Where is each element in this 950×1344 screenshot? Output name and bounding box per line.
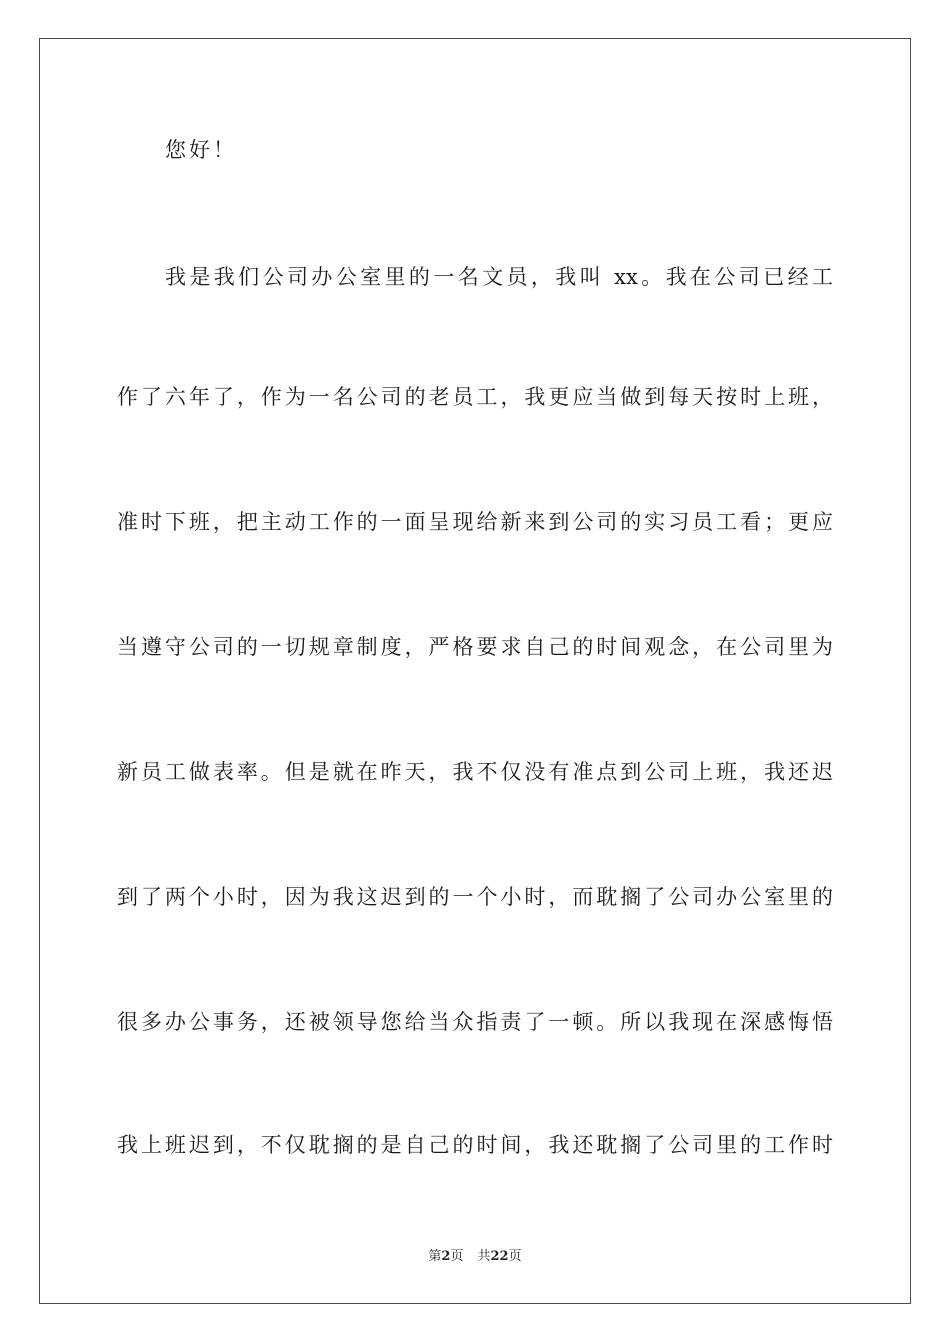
body-line-6: 到了两个小时，因为我这迟到的一个小时，而耽搁了公司办公室里的 xyxy=(117,885,833,909)
greeting-line: 您好！ xyxy=(165,138,237,162)
body-line-1: 我是我们公司办公室里的一名文员，我叫 xx。我在公司已经工 xyxy=(165,265,833,289)
body-line-7: 很多办公事务，还被领导您给当众指责了一顿。所以我现在深感悔悟 xyxy=(117,1010,833,1034)
total-prefix: 共 xyxy=(477,1249,491,1264)
body-line-8: 我上班迟到，不仅耽搁的是自己的时间，我还耽搁了公司里的工作时 xyxy=(117,1133,833,1157)
page-border xyxy=(39,38,911,1304)
total-pages: 22 xyxy=(490,1249,509,1264)
page-suffix: 页 xyxy=(450,1249,464,1264)
page-footer xyxy=(0,1248,950,1266)
body-line-4: 当遵守公司的一切规章制度，严格要求自己的时间观念，在公司里为 xyxy=(117,635,833,659)
total-suffix: 页 xyxy=(508,1249,522,1264)
page-prefix: 第 xyxy=(428,1249,442,1264)
body-line-3: 准时下班，把主动工作的一面呈现给新来到公司的实习员工看；更应 xyxy=(117,510,833,534)
body-line-2: 作了六年了，作为一名公司的老员工，我更应当做到每天按时上班， xyxy=(117,385,833,409)
body-line-5: 新员工做表率。但是就在昨天，我不仅没有准点到公司上班，我还迟 xyxy=(117,760,833,784)
page-number: 2 xyxy=(441,1249,451,1264)
